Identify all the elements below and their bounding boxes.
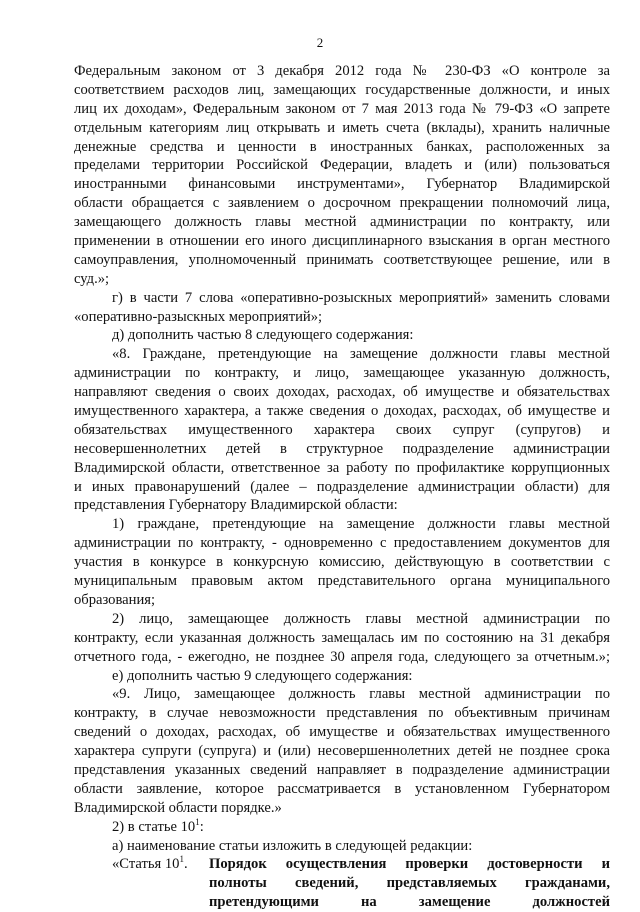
text-line: суд.»; [74, 270, 110, 287]
text-line: представления Губернатору Владимирской области: [74, 497, 398, 514]
text-line: «9. Лицо, замещающее должность главы местной администрации по [112, 686, 610, 703]
article-number-suffix: . [183, 856, 188, 873]
text-line: е) дополнить частью 9 следующего содержания: [112, 667, 413, 684]
article-intro-suffix: : [199, 818, 204, 835]
article-title-line: полноты сведений, представляемых гражданами, [209, 875, 610, 892]
text-line: пределами территории Российской Федерации, владеть и (или) пользоваться [74, 157, 610, 174]
text-line: отдельным категориям лиц открывать и иметь счета (вклады), хранить наличные [74, 119, 610, 136]
article-intro-prefix: 2) в статье 10 [112, 818, 196, 835]
text-line: участия в конкурсе в конкурсную комиссию, действующую в соответствии с [74, 554, 610, 571]
article-heading [74, 855, 610, 912]
article-intro-superscript: 1 [195, 816, 200, 827]
text-line: области заявление, которое рассматривается в установленном Губернатором [74, 780, 610, 797]
text-line: контракту, в случае невозможности представления по объективным причинам [74, 705, 610, 722]
text-line: «8. Граждане, претендующие на замещение должности главы местной [112, 346, 610, 363]
article-title-line: Порядок осуществления проверки достоверности и [209, 856, 610, 873]
article-number-superscript: 1 [179, 854, 184, 865]
article-item-a: а) наименование статьи изложить в следующей редакции: [112, 837, 473, 854]
text-line: несовершеннолетних детей в структурное подразделение администрации [74, 440, 610, 457]
text-line: представления указанных сведений направляет в подразделение администрации [74, 761, 610, 778]
text-line: 1) граждане, претендующие на замещение должности главы местной [112, 516, 610, 533]
text-line: соответствием расходов лиц, замещающих государственные должности, и иных [74, 81, 610, 98]
text-line: отчетного года, - ежегодно, не позднее 30 апреля года, следующего за отчетным.»; [74, 648, 610, 665]
text-line: обязательствах имущественного характера своих супруг (супругов) и [74, 421, 610, 438]
text-line: администрации по контракту, - одновременно с предоставлением документов для [74, 535, 610, 552]
text-line: денежные средства и ценности в иностранных банках, расположенных за [74, 138, 610, 155]
text-line: Федеральным законом от 3 декабря 2012 года № 230-ФЗ «О контроле за [74, 63, 610, 79]
text-line: г) в части 7 слова «оперативно-розыскных мероприятий» заменить словами [112, 289, 610, 306]
text-line: области обращается с заявлением о досрочном прекращении полномочий лица, [74, 195, 610, 212]
text-line: и иных правонарушений (далее – подразделение администрации области) для [74, 478, 610, 495]
text-line: сведений о доходах, расходах, об имуществе и обязательствах имущественного [74, 724, 610, 741]
text-line: направляют сведения о своих доходах, расходах, об имуществе и обязательствах [74, 384, 610, 401]
text-line: Владимирской области, ответственное за работу по профилактике коррупционных [74, 459, 610, 476]
text-line: иностранными финансовыми инструментами», Губернатор Владимирской [74, 176, 610, 193]
document-body [74, 62, 610, 912]
article-title-line: претендующими на замещение должностей [209, 894, 610, 911]
text-line: контракту, если указанная должность замещалась им по состоянию на 31 декабря [74, 629, 610, 646]
text-line: имущественного характера, а также сведения о доходах, расходах, об имуществе и [74, 403, 610, 420]
text-line: замещающего должность главы местной администрации по контракту, или [74, 214, 610, 231]
text-line: образования; [74, 591, 156, 608]
article-title [209, 855, 610, 912]
page-number: 2 [316, 35, 324, 50]
text-line: Владимирской области порядке.» [74, 799, 282, 816]
text-line: применении в отношении его иного дисциплинарного взыскания в орган местного [74, 233, 610, 250]
article-intro-line [74, 818, 610, 837]
text-line: характера супруги (супруга) и (или) несовершеннолетних детей не позднее срока [74, 743, 610, 760]
text-line: «оперативно-разыскных мероприятий»; [74, 308, 323, 325]
text-line: самоуправления, уполномоченный принимать соответствующее решение, или в [74, 251, 610, 268]
text-line: лиц их доходам», Федеральным законом от 7 мая 2013 года № 79-ФЗ «О запрете [74, 100, 610, 117]
text-line: администрации по контракту, и лицо, замещающее указанную должность, [74, 365, 610, 382]
text-line: муниципальным правовым актом представительного органа муниципального [74, 573, 610, 590]
article-number [112, 855, 188, 874]
article-number-prefix: «Статья 10 [112, 856, 180, 873]
text-line: д) дополнить частью 8 следующего содержания: [112, 327, 414, 344]
text-line: 2) лицо, замещающее должность главы местной администрации по [112, 610, 610, 627]
